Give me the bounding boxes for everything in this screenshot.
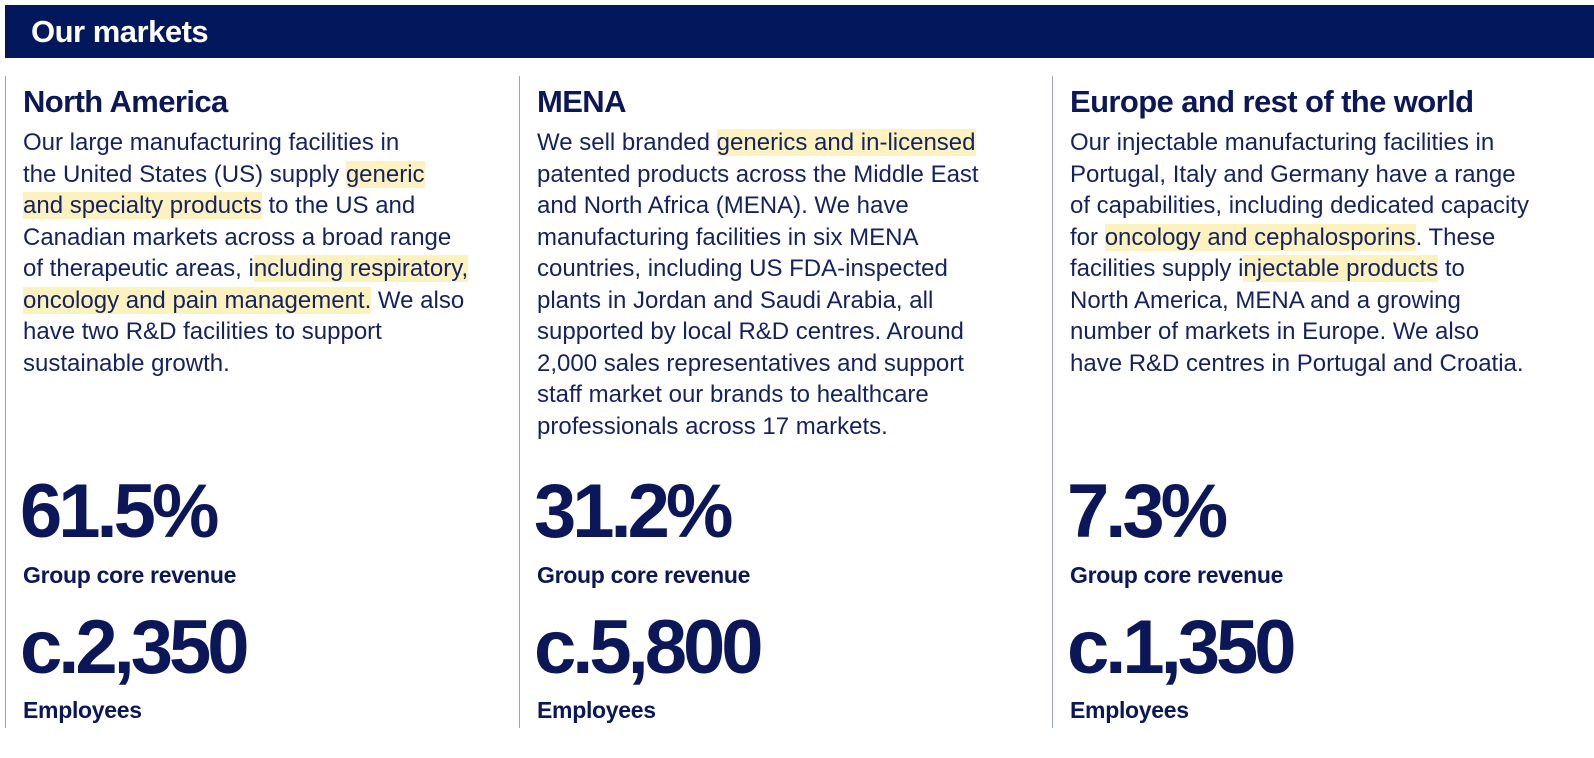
description-line [23,222,468,254]
description-line [1070,316,1529,348]
description-line [23,316,468,348]
revenue-share-value: 31.2% [534,469,730,554]
highlighted-text: generics and in-licensed [716,129,976,156]
highlighted-text: ncluding respiratory, [253,255,469,282]
revenue-share-value: 7.3% [1067,469,1225,554]
highlighted-text: oncology and cephalosporins [1104,223,1416,251]
description-text: Our injectable manufacturing facilities in [1070,129,1495,156]
description-text: of therapeutic areas, i [23,255,254,282]
description-text: to the US and [261,192,416,219]
description-line [23,253,468,285]
description-line [1070,253,1529,285]
description-text: Canadian markets across a broad range [23,223,452,251]
market-column-north-america [5,76,516,728]
employees-value: c.2,350 [20,605,246,690]
highlighted-text: oncology and pain management. [23,286,372,314]
description-text: have R&D centres in Portugal and Croatia. [1070,349,1524,377]
description-line [1070,159,1529,191]
description-text: North America, MENA and a growing [1070,286,1461,314]
description-line [537,127,979,159]
description-line [23,348,468,380]
page-title: Our markets [31,14,209,49]
description-text: professionals across 17 markets. [537,412,888,440]
description-text: supported by local R&D centres. Around [537,318,964,345]
highlighted-text: and specialty products [23,192,262,219]
description-text: . These [1415,223,1496,251]
description-text: number of markets in Europe. We also [1070,318,1480,345]
description-text: and North Africa (MENA). We have [537,192,909,219]
employees-value: c.5,800 [534,605,760,690]
region-title: MENA [537,84,626,119]
employees-label: Employees [1070,697,1189,723]
description-line [23,127,468,159]
region-description [537,127,979,442]
description-line [1070,222,1529,254]
description-text: We also [371,286,465,314]
description-text: sustainable growth. [23,349,230,377]
highlighted-text: generic [345,160,425,188]
market-column-europe-row [1052,76,1594,728]
description-text: 2,000 sales representatives and support [537,349,964,377]
region-description [1070,127,1529,379]
description-text: the United States (US) supply [23,160,346,188]
description-text: Our large manufacturing facilities in [23,129,400,156]
description-line [537,190,979,222]
region-description [23,127,468,379]
description-line [537,285,979,317]
description-line [1070,348,1529,380]
employees-label: Employees [23,697,142,723]
description-line [537,159,979,191]
region-title: Europe and rest of the world [1070,84,1474,119]
description-text: for [1070,223,1105,251]
description-text: to [1438,255,1465,282]
description-text: countries, including US FDA-inspected [537,255,948,282]
description-line [537,253,979,285]
description-line [537,222,979,254]
description-text: staff market our brands to healthcare [537,381,929,408]
description-line [537,348,979,380]
market-column-mena [519,76,1050,728]
employees-value: c.1,350 [1067,605,1293,690]
description-text: Portugal, Italy and Germany have a range [1070,160,1516,188]
revenue-share-value: 61.5% [20,469,216,554]
description-text: manufacturing facilities in six MENA [537,223,919,251]
description-line [23,190,468,222]
description-text: plants in Jordan and Saudi Arabia, all [537,286,934,314]
highlighted-text: njectable products [1243,255,1439,282]
region-title: North America [23,84,228,119]
description-line [1070,285,1529,317]
description-line [537,316,979,348]
description-line [537,379,979,411]
description-text: facilities supply i [1070,255,1244,282]
description-text: We sell branded [537,129,717,156]
description-line [1070,190,1529,222]
description-line [537,411,979,443]
revenue-label: Group core revenue [23,562,237,588]
description-text: patented products across the Middle East [537,160,979,188]
revenue-label: Group core revenue [1070,562,1284,588]
description-line [23,285,468,317]
employees-label: Employees [537,697,656,723]
description-text: have two R&D facilities to support [23,318,382,345]
description-text: of capabilities, including dedicated capacity [1070,192,1529,219]
description-line [1070,127,1529,159]
revenue-label: Group core revenue [537,562,751,588]
description-line [23,159,468,191]
header-bar [5,5,1594,58]
